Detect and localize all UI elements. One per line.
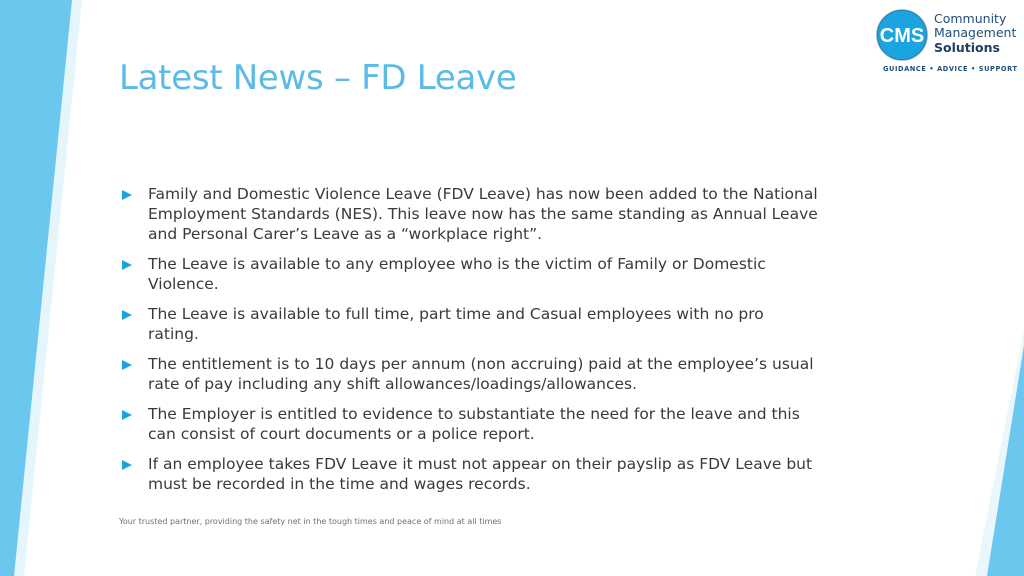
bullet-list (118, 184, 818, 504)
cms-logo-badge (876, 8, 930, 62)
right-stripe-shadow (975, 330, 1024, 576)
arrow-bullet-icon (122, 360, 132, 370)
bullet-text: If an employee takes FDV Leave it must not appear on their payslip as FDV Leave but must be recorded in the time and wages records. (148, 455, 813, 493)
bullet-text: The Leave is available to any employee who is the victim of Family or Domestic Violence. (148, 255, 766, 293)
bullet-item (118, 304, 818, 344)
logo-word-management: Management (934, 25, 1017, 40)
arrow-bullet-icon (122, 310, 132, 320)
bullet-text: Family and Domestic Violence Leave (FDV Leave) has now been added to the National Employment Standards (NES). This leave now has the same standing as Annual Leave and Personal Carer’s Leave as a “workplace right”. (148, 185, 818, 243)
arrow-bullet-icon (122, 190, 132, 200)
logo-word-solutions: Solutions (934, 40, 1000, 55)
bullet-text: The Employer is entitled to evidence to substantiate the need for the leave and this can consist of court documents or a police report. (148, 405, 800, 443)
bullet-item (118, 454, 818, 494)
logo-tagline: GUIDANCE • ADVICE • SUPPORT (883, 65, 1018, 73)
logo-badge-text: CMS (879, 25, 925, 47)
footer-tagline: Your trusted partner, providing the safety net in the tough times and peace of mind at all times (119, 517, 502, 526)
bullet-text: The Leave is available to full time, part time and Casual employees with no pro rating. (148, 305, 764, 343)
arrow-bullet-icon (122, 260, 132, 270)
cms-logo (876, 8, 1022, 76)
page-title: Latest News – FD Leave (119, 58, 517, 98)
bullet-item (118, 404, 818, 444)
left-stripe-shadow (0, 0, 82, 576)
bullet-item (118, 354, 818, 394)
arrow-bullet-icon (122, 410, 132, 420)
bullet-item (118, 254, 818, 294)
bullet-text: The entitlement is to 10 days per annum (non accruing) paid at the employee’s usual rate of pay including any shift allowances/loadings/allowances. (148, 355, 814, 393)
bullet-item (118, 184, 818, 244)
logo-word-community: Community (934, 11, 1007, 26)
arrow-bullet-icon (122, 460, 132, 470)
